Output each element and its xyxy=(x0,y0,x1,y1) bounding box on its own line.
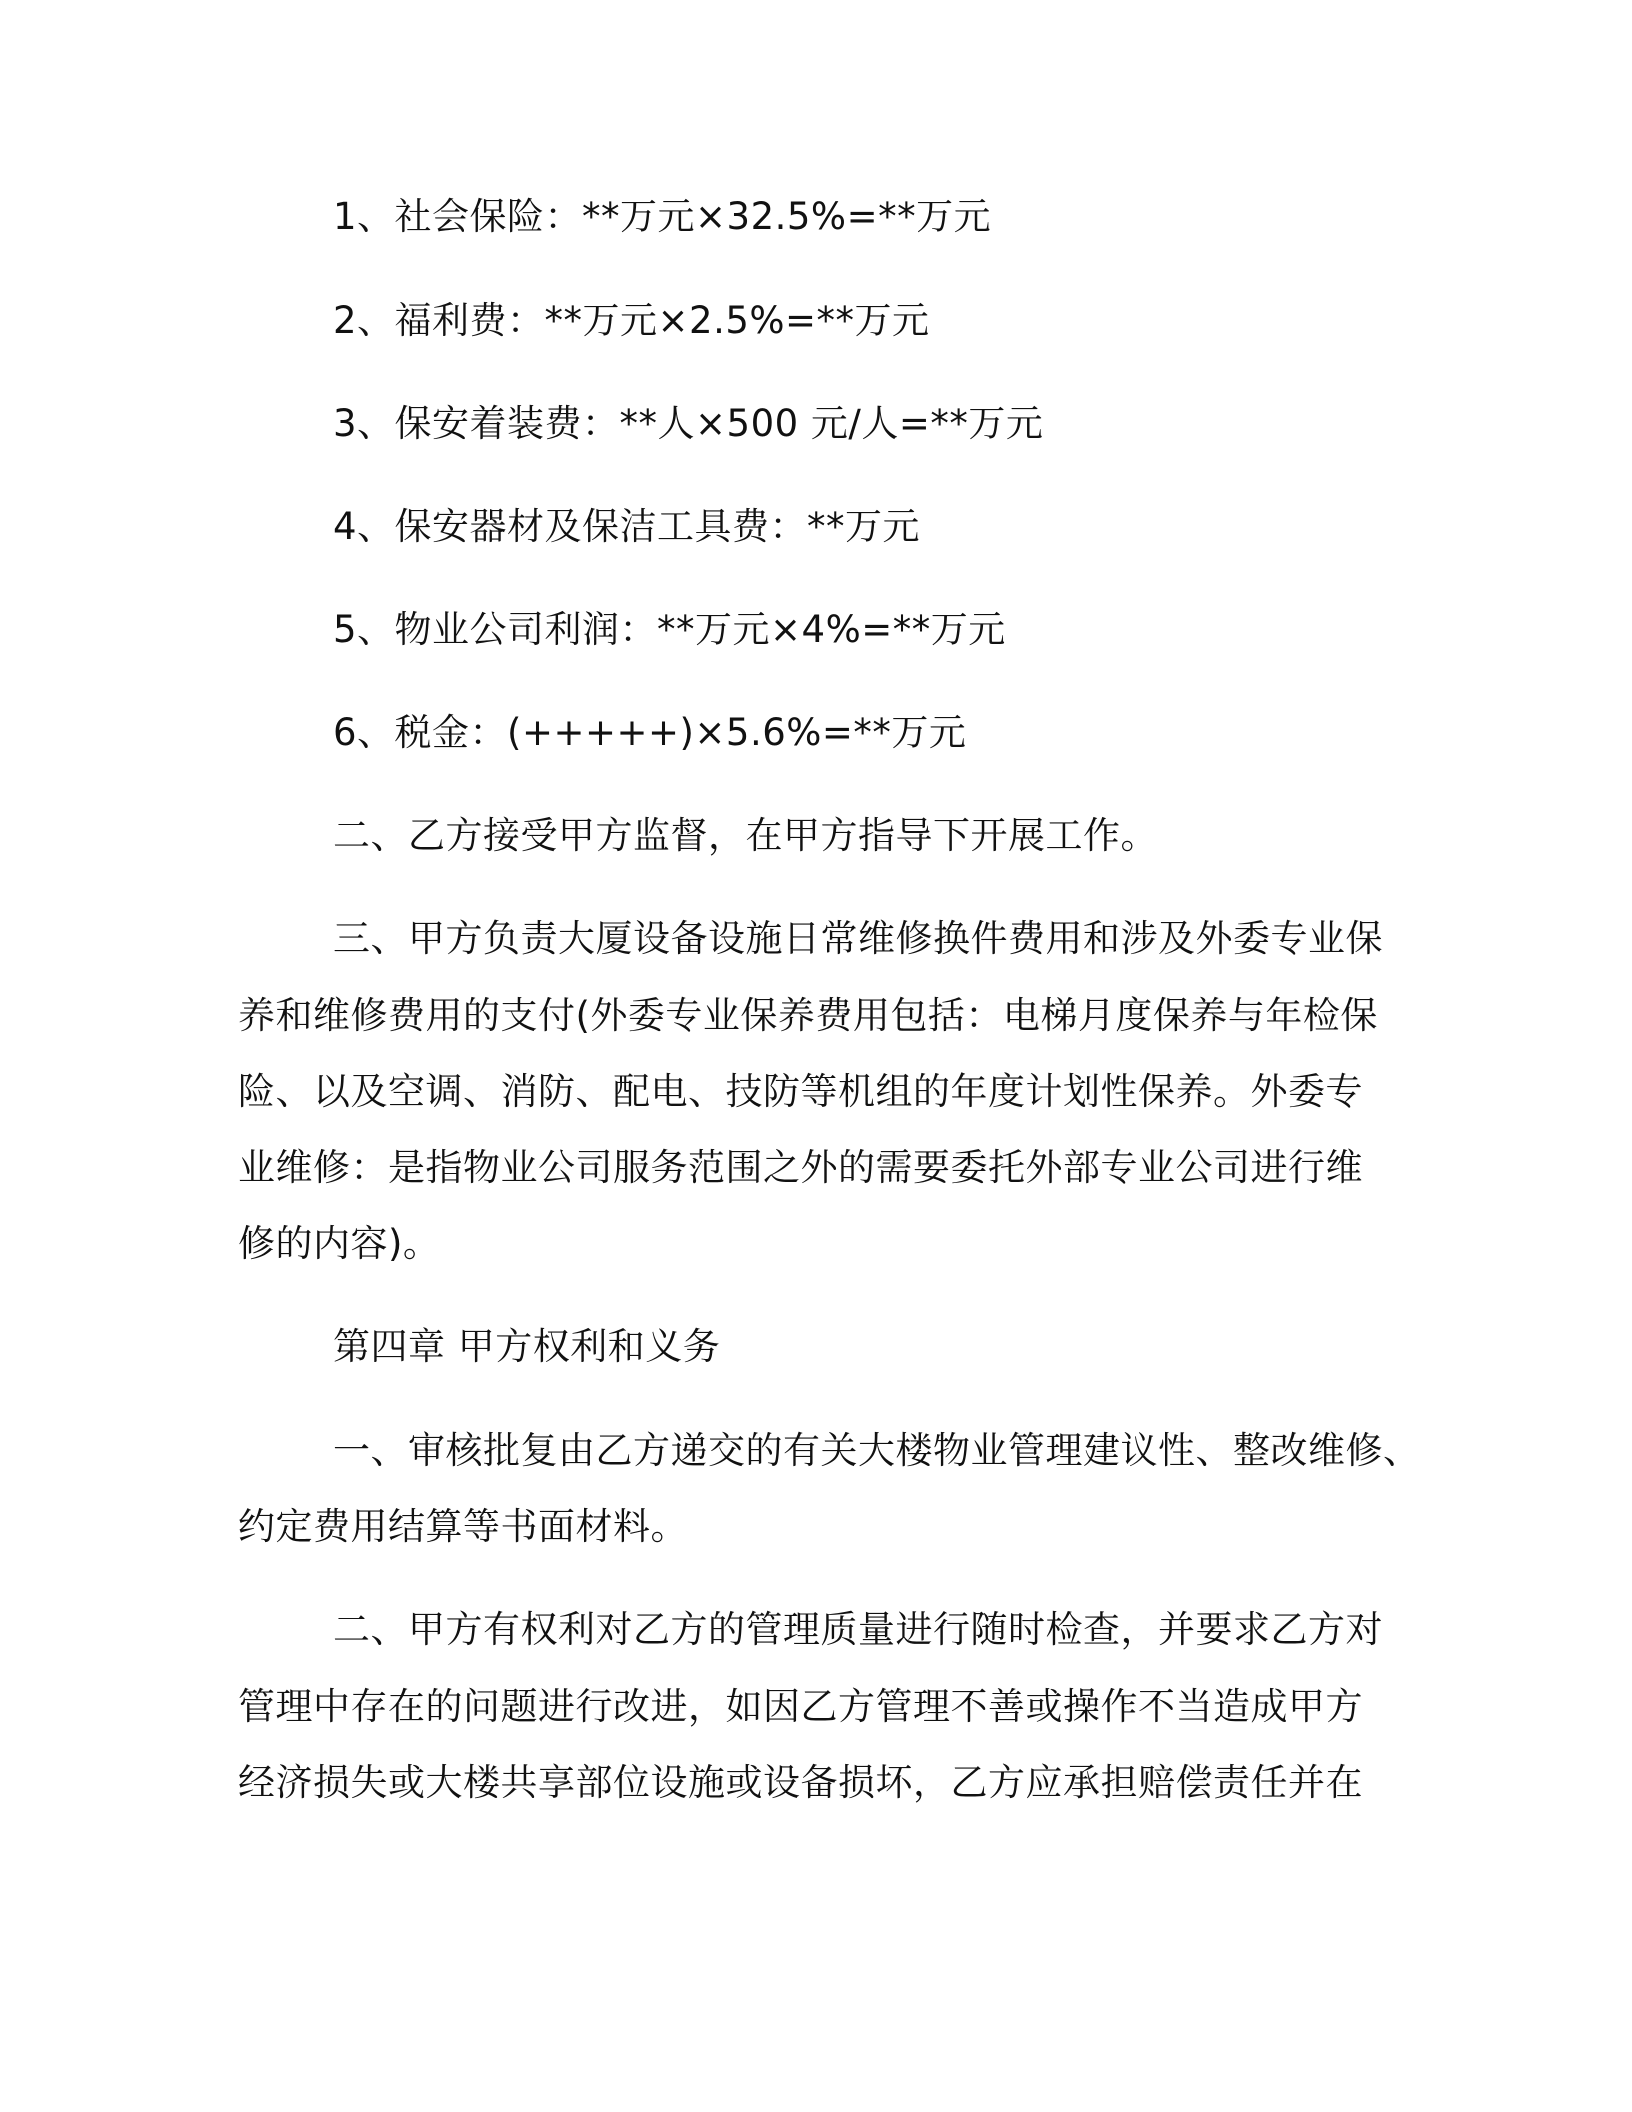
rights-2-line: 经济损失或大楼共享部位设施或设备损坏，乙方应承担赔偿责任并在 xyxy=(238,1761,1363,1804)
clause-supervision: 二、乙方接受甲方监督，在甲方指导下开展工作。 xyxy=(333,814,1158,857)
rights-1-line: 一、审核批复由乙方递交的有关大楼物业管理建议性、整改维修、 xyxy=(333,1429,1421,1472)
fee-item-uniform: 3、保安着装费：**人×500 元/人=**万元 xyxy=(333,402,1044,445)
clause-maintenance-line: 养和维修费用的支付(外委专业保养费用包括：电梯月度保养与年检保 xyxy=(238,994,1378,1037)
clause-maintenance-line: 业维修：是指物业公司服务范围之外的需要委托外部专业公司进行维 xyxy=(238,1146,1363,1189)
fee-item-equipment: 4、保安器材及保洁工具费：**万元 xyxy=(333,505,921,548)
chapter-title: 第四章 甲方权利和义务 xyxy=(333,1325,721,1368)
clause-maintenance-line: 三、甲方负责大厦设备设施日常维修换件费用和涉及外委专业保 xyxy=(333,917,1383,960)
rights-2-line: 管理中存在的问题进行改进，如因乙方管理不善或操作不当造成甲方 xyxy=(238,1685,1363,1728)
fee-item-social-insurance: 1、社会保险：**万元×32.5%=**万元 xyxy=(333,195,992,238)
rights-1-line: 约定费用结算等书面材料。 xyxy=(238,1505,688,1548)
fee-item-tax: 6、税金：(+++++)×5.6%=**万元 xyxy=(333,711,967,754)
clause-maintenance-line: 修的内容)。 xyxy=(238,1222,441,1265)
fee-item-profit: 5、物业公司利润：**万元×4%=**万元 xyxy=(333,608,1006,651)
clause-maintenance-line: 险、以及空调、消防、配电、技防等机组的年度计划性保养。外委专 xyxy=(238,1070,1363,1113)
rights-2-line: 二、甲方有权利对乙方的管理质量进行随时检查，并要求乙方对 xyxy=(333,1608,1383,1651)
fee-item-welfare: 2、福利费：**万元×2.5%=**万元 xyxy=(333,299,930,342)
